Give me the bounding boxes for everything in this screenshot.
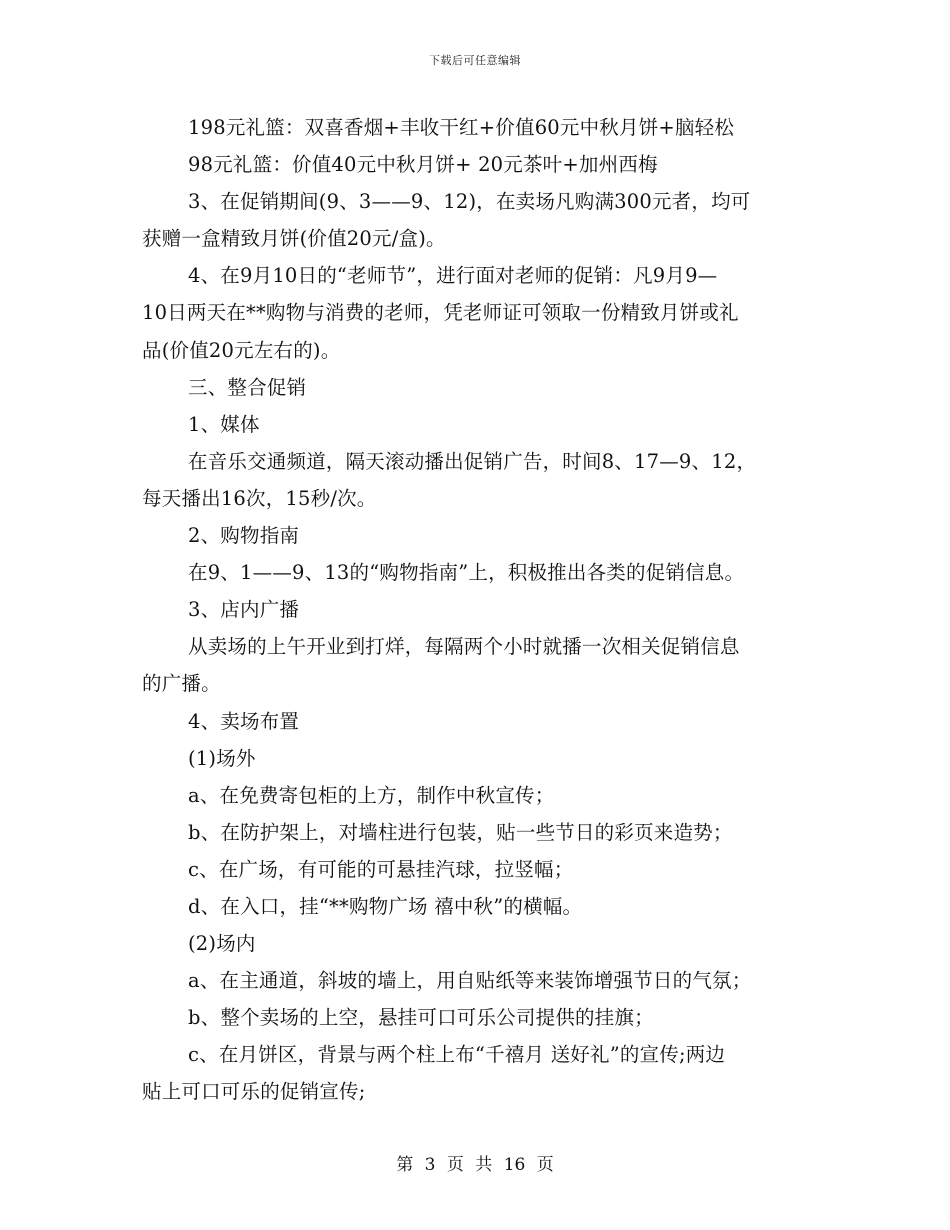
text-line: 10日两天在**购物与消费的老师，凭老师证可领取一份精致月饼或礼 [142, 301, 739, 325]
list-item: c、在广场，有可能的可悬挂汽球，拉竖幅； [188, 857, 574, 881]
subsection-heading: 4、卖场布置 [188, 709, 300, 733]
list-item: b、整个卖场的上空，悬挂可口可乐公司提供的挂旗； [188, 1006, 654, 1030]
subsection-heading: 2、购物指南 [188, 524, 300, 548]
text-line: 在9、1——9、13的“购物指南”上，积极推出各类的促销信息。 [188, 561, 745, 585]
page-footer: 第 3 页 共 16 页 [396, 1155, 554, 1175]
subsection-heading: 3、店内广播 [188, 598, 300, 622]
document-body [142, 109, 804, 1111]
section-heading: 三、整合促销 [188, 375, 307, 399]
text-line: 4、在9月10日的“老师节”，进行面对老师的促销：凡9月9— [188, 264, 718, 288]
text-line: 198元礼篮：双喜香烟+丰收干红+价值60元中秋月饼+脑轻松 [188, 116, 735, 139]
list-item: c、在月饼区，背景与两个柱上布“千禧月 送好礼”的宣传;两边 [188, 1043, 726, 1067]
text-line: 获赠一盒精致月饼(价值20元/盒)。 [142, 227, 446, 251]
list-item: b、在防护架上，对墙柱进行包装，贴一些节日的彩页来造势； [188, 820, 733, 844]
text-line: 的广播。 [142, 672, 221, 696]
list-item: a、在免费寄包柜的上方，制作中秋宣传； [188, 783, 555, 807]
text-line: 3、在促销期间(9、3——9、12)，在卖场凡购满300元者，均可 [188, 190, 751, 214]
text-line: 从卖场的上午开业到打烊，每隔两个小时就播一次相关促销信息 [188, 635, 740, 659]
text-line: 98元礼篮：价值40元中秋月饼+ 20元茶叶+加州西梅 [188, 153, 658, 177]
text-line: 在音乐交通频道，隔天滚动播出促销广告，时间8、17—9、12， [188, 449, 757, 473]
text-line: 贴上可口可乐的促销宣传; [142, 1080, 366, 1104]
list-item: a、在主通道，斜坡的墙上，用自贴纸等来装饰增强节日的气氛； [188, 969, 752, 993]
list-heading: (1)场外 [188, 746, 256, 770]
text-line: 每天播出16次，15秒/次。 [142, 486, 377, 510]
list-item: d、在入口，挂“**购物广场 禧中秋”的横幅。 [188, 894, 583, 918]
list-heading: (2)场内 [188, 932, 256, 956]
text-line: 品(价值20元左右的)。 [142, 338, 341, 362]
page-header: 下载后可任意编辑 [429, 54, 521, 67]
subsection-heading: 1、媒体 [188, 412, 260, 436]
